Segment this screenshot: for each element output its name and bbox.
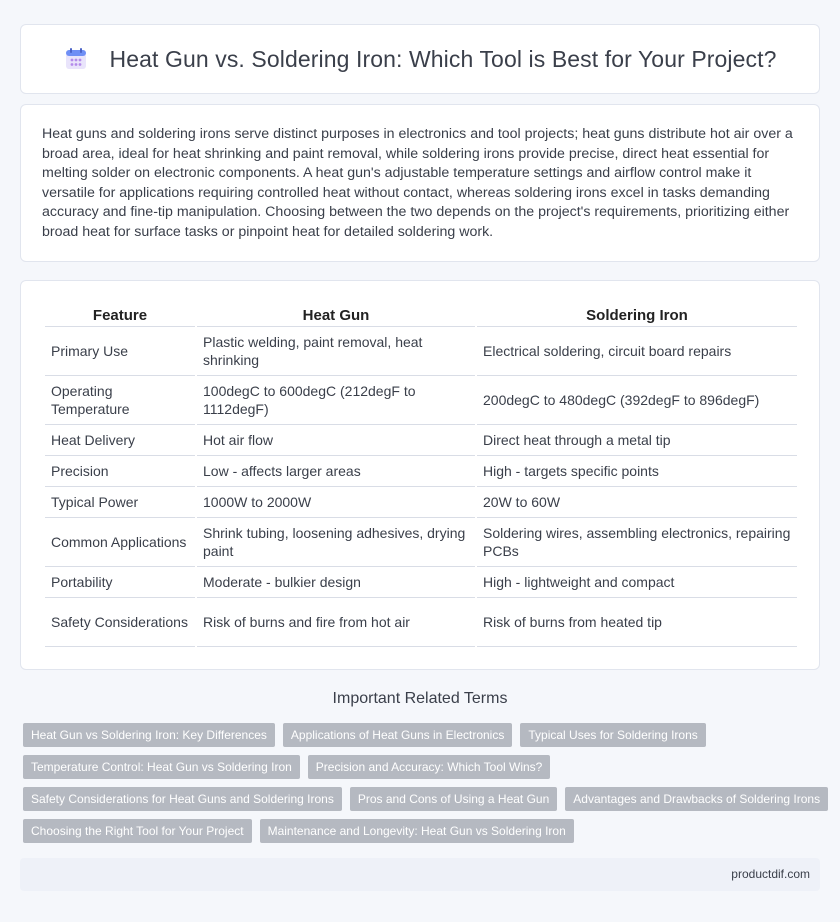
table-cell: Electrical soldering, circuit board repairs — [477, 327, 797, 376]
page-title: Heat Gun vs. Soldering Iron: Which Tool is Best for Your Project? — [109, 45, 777, 72]
table-cell: Risk of burns from heated tip — [477, 598, 797, 647]
table-row — [45, 327, 797, 376]
related-term-tag[interactable]: Applications of Heat Guns in Electronics — [283, 723, 512, 747]
table-row — [45, 376, 797, 425]
table-cell: Plastic welding, paint removal, heat shrinking — [197, 327, 475, 376]
column-header: Heat Gun — [197, 303, 475, 327]
comparison-table-card — [20, 280, 820, 670]
footer-site-link[interactable]: productdif.com — [731, 867, 810, 881]
table-row — [45, 425, 797, 456]
table-cell: Typical Power — [45, 487, 195, 518]
table-cell: Shrink tubing, loosening adhesives, drying paint — [197, 518, 475, 567]
page-footer — [20, 858, 820, 891]
table-cell: 200degC to 480degC (392degF to 896degF) — [477, 376, 797, 425]
table-row — [45, 598, 797, 647]
table-cell: Precision — [45, 456, 195, 487]
page-header — [20, 24, 820, 94]
column-header: Feature — [45, 303, 195, 327]
table-cell: Soldering wires, assembling electronics, repairing PCBs — [477, 518, 797, 567]
table-cell: 1000W to 2000W — [197, 487, 475, 518]
table-row — [45, 456, 797, 487]
table-cell: Safety Considerations — [45, 598, 195, 647]
related-term-tag[interactable]: Precision and Accuracy: Which Tool Wins? — [308, 755, 551, 779]
table-row — [45, 518, 797, 567]
related-terms-list — [23, 723, 823, 851]
calendar-icon — [63, 46, 89, 72]
comparison-table — [43, 303, 799, 647]
table-cell: Operating Temperature — [45, 376, 195, 425]
table-cell: Moderate - bulkier design — [197, 567, 475, 598]
table-cell: Portability — [45, 567, 195, 598]
table-cell: High - targets specific points — [477, 456, 797, 487]
intro-section — [20, 104, 820, 262]
table-cell: Risk of burns and fire from hot air — [197, 598, 475, 647]
related-term-tag[interactable]: Safety Considerations for Heat Guns and Soldering Irons — [23, 787, 342, 811]
related-terms-title: Important Related Terms — [332, 690, 508, 707]
table-cell: Low - affects larger areas — [197, 456, 475, 487]
table-cell: Primary Use — [45, 327, 195, 376]
table-cell: High - lightweight and compact — [477, 567, 797, 598]
related-term-tag[interactable]: Typical Uses for Soldering Irons — [520, 723, 705, 747]
table-cell: Hot air flow — [197, 425, 475, 456]
related-term-tag[interactable]: Maintenance and Longevity: Heat Gun vs Soldering Iron — [260, 819, 574, 843]
related-term-tag[interactable]: Pros and Cons of Using a Heat Gun — [350, 787, 557, 811]
related-term-tag[interactable]: Choosing the Right Tool for Your Project — [23, 819, 252, 843]
table-row — [45, 487, 797, 518]
table-cell: Heat Delivery — [45, 425, 195, 456]
table-cell: Direct heat through a metal tip — [477, 425, 797, 456]
related-term-tag[interactable]: Heat Gun vs Soldering Iron: Key Differences — [23, 723, 275, 747]
table-cell: 20W to 60W — [477, 487, 797, 518]
intro-text: Heat guns and soldering irons serve distinct purposes in electronics and tool projects; heat guns distribute hot air over a broad area, ideal for heat shrinking and paint removal, while soldering irons provide precise, direct heat essential for melting solder on electronic components. A heat gun's adjustable temperature settings and airflow control make it versatile for applications requiring controlled heat without contact, whereas soldering irons excel in tasks demanding accuracy and fine-tip manipulation. Choosing between the two depends on the project's requirements, prioritizing either broad heat for surface tasks or pinpoint heat for detailed soldering work. — [42, 126, 793, 240]
related-term-tag[interactable]: Temperature Control: Heat Gun vs Soldering Iron — [23, 755, 300, 779]
table-row — [45, 567, 797, 598]
related-term-tag[interactable]: Advantages and Drawbacks of Soldering Irons — [565, 787, 828, 811]
column-header: Soldering Iron — [477, 303, 797, 327]
table-cell: 100degC to 600degC (212degF to 1112degF) — [197, 376, 475, 425]
table-header-row — [45, 303, 797, 327]
table-cell: Common Applications — [45, 518, 195, 567]
